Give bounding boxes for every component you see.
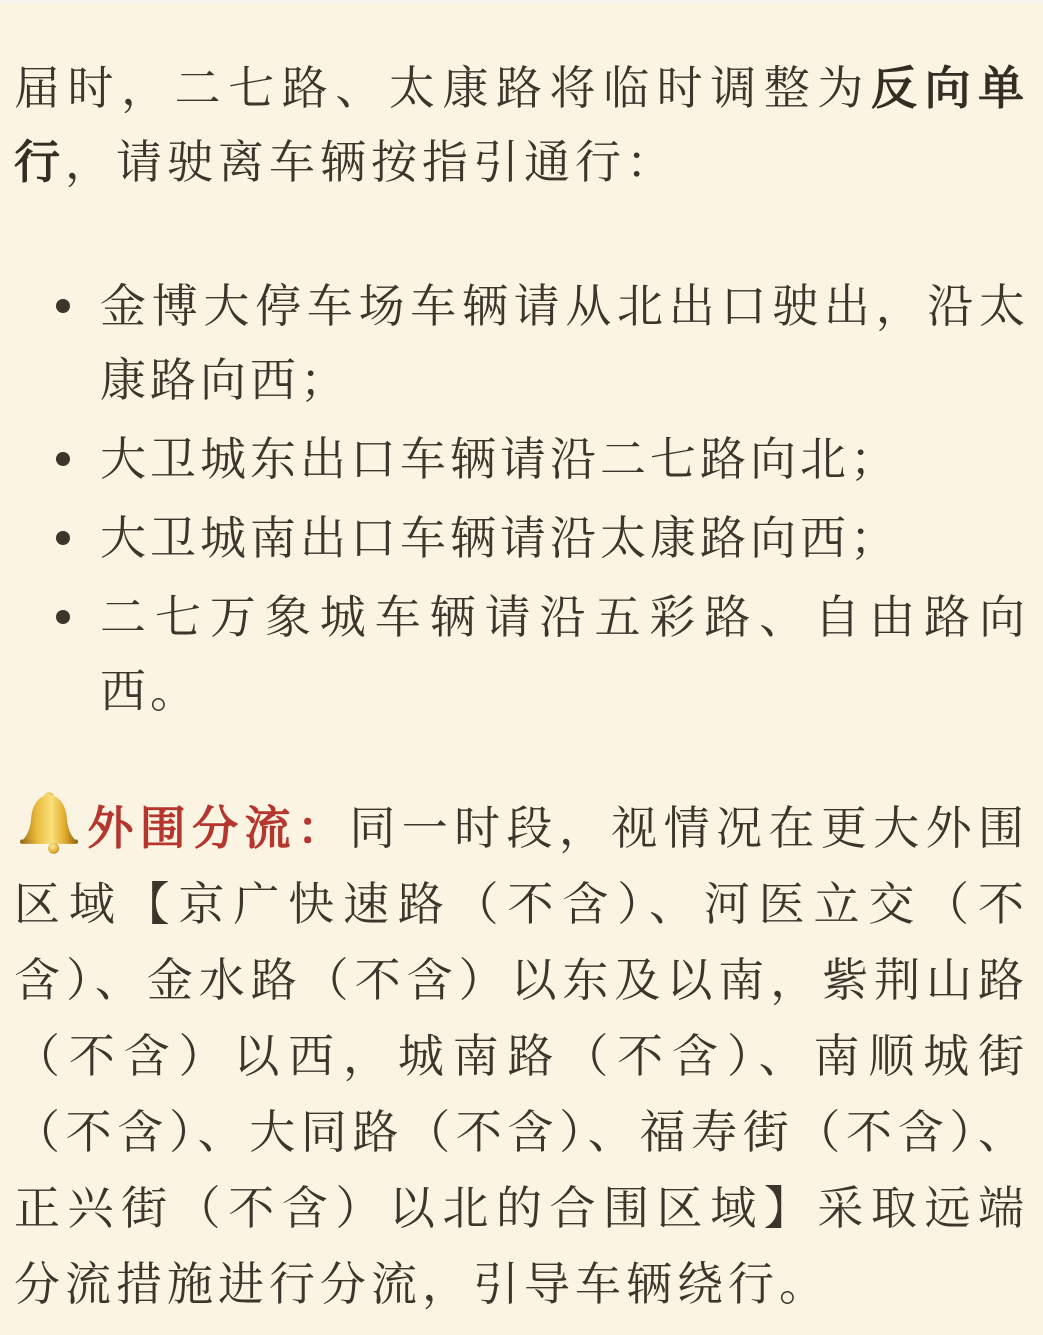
intro-text-before: 届时，二七路、太康路将临时调整为 — [14, 62, 871, 114]
intro-paragraph — [14, 51, 1029, 199]
intro-bold-text: 反向单行 — [14, 62, 1030, 188]
list-item — [100, 580, 1029, 728]
list-item — [100, 269, 1029, 417]
notice-label: 外围分流： — [86, 802, 350, 854]
list-item-text: 金博大停车场车辆请从北出口驶出，沿太康路向西； — [100, 280, 1029, 406]
route-instruction-list — [14, 269, 1029, 728]
bell-icon — [14, 790, 84, 856]
article-body — [0, 3, 1043, 1322]
bullet-icon — [56, 610, 70, 624]
list-item-text: 大卫城南出口车辆请沿太康路向西； — [100, 512, 900, 564]
list-item — [100, 501, 1029, 575]
bullet-icon — [56, 299, 70, 313]
bullet-icon — [56, 452, 70, 466]
bullet-icon — [56, 531, 70, 545]
list-item-text: 大卫城东出口车辆请沿二七路向北； — [100, 433, 900, 485]
list-item-text: 二七万象城车辆请沿五彩路、自由路向西。 — [100, 591, 1029, 717]
notice-paragraph — [14, 790, 1029, 1322]
notice-body: 同一时段，视情况在更大外围区域【京广快速路（不含）、河医立交（不含）、金水路（不含）以东及以南，紫荆山路（不含）以西，城南路（不含）、南顺城街（不含）、大同路（不含）、福寿街（不含）、正兴街（不含）以北的合围区域】采取远端分流措施进行分流，引导车辆绕行。 — [14, 802, 1030, 1310]
intro-text-after: ，请驶离车辆按指引通行： — [65, 136, 677, 188]
list-item — [100, 422, 1029, 496]
